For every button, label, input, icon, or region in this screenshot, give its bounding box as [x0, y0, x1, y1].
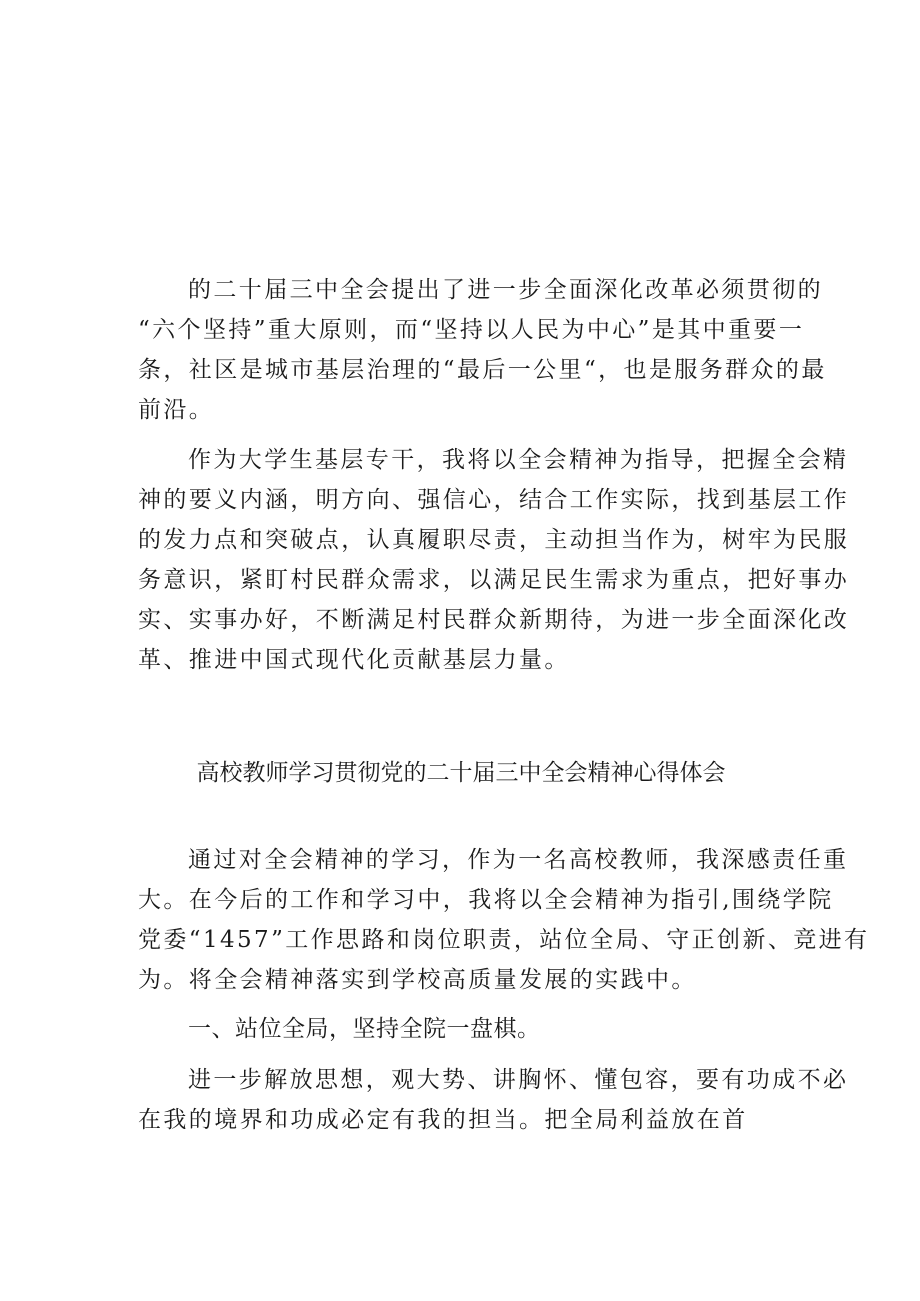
text-line: 大。在今后的工作和学习中，我将以全会精神为指引,围绕学院: [138, 887, 834, 913]
intro-paragraph-text: [138, 270, 827, 430]
article-title: 高校教师学习贯彻党的二十届三中全会精神心得体会: [196, 760, 726, 786]
text-line: “六个坚持”重大原则，而“坚持以人民为中心”是其中重要一: [138, 317, 805, 343]
commitment-paragraph: [138, 440, 850, 680]
text-line: 革、推进中国式现代化贡献基层力量。: [138, 647, 570, 673]
commitment-paragraph-text: [138, 440, 850, 680]
text-line: 前沿。: [138, 397, 215, 423]
text-line: 神的要义内涵，明方向、强信心，结合工作实际，找到基层工作: [138, 487, 850, 513]
section-one-paragraph: [138, 1060, 849, 1140]
text-line: 进一步解放思想，观大势、讲胸怀、懂包容，要有功成不必: [188, 1067, 849, 1093]
text-line: 条，社区是城市基层治理的“最后一公里“，也是服务群众的最: [138, 357, 827, 383]
text-line: 为。将全会精神落实到学校高质量发展的实践中。: [138, 967, 697, 993]
text-line: 务意识，紧盯村民群众需求，以满足民生需求为重点，把好事办: [138, 567, 850, 593]
section-one-heading: 一、站位全局，坚持全院一盘棋。: [188, 1016, 541, 1042]
text-line: 作为大学生基层专干，我将以全会精神为指导，把握全会精: [188, 447, 849, 473]
section-one-paragraph-text: [138, 1060, 849, 1140]
text-line: 实、实事办好，不断满足村民群众新期待，为进一步全面深化改: [138, 607, 850, 633]
text-line: 的发力点和突破点，认真履职尽责，主动担当作为，树牢为民服: [138, 527, 850, 553]
text-line: 党委“1457”工作思路和岗位职责，站位全局、守正创新、竞进有: [138, 927, 870, 953]
text-line: 在我的境界和功成必定有我的担当。把全局利益放在首: [138, 1107, 748, 1133]
text-line: 通过对全会精神的学习，作为一名高校教师，我深感责任重: [188, 847, 849, 873]
intro-paragraph: [138, 270, 827, 430]
text-line: 的二十届三中全会提出了进一步全面深化改革必须贯彻的: [188, 277, 823, 303]
teacher-paragraph: [138, 840, 870, 1000]
teacher-paragraph-text: [138, 840, 870, 1000]
